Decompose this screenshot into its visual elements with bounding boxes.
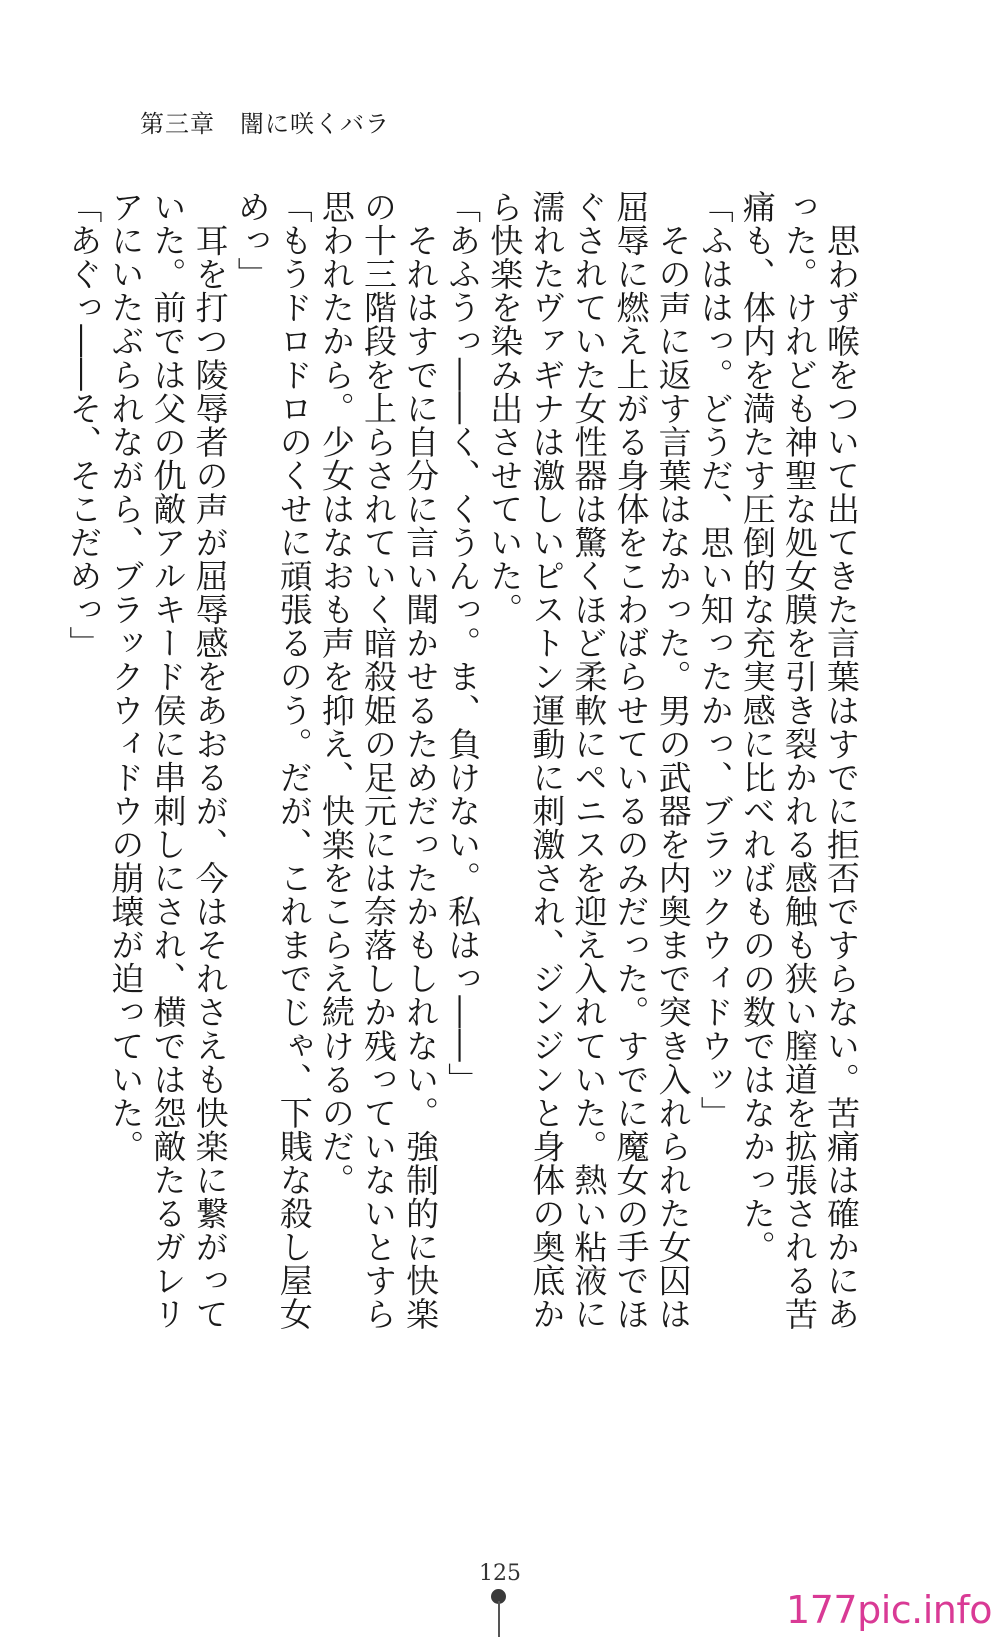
dialogue-line: 「あふうっ――く、くうんっ。ま、負けない。私はっ――」 xyxy=(443,190,483,1096)
paragraph: 思わず喉をついて出てきた言葉はすでに拒否ですらない。苦痛は確かにあった。けれども神聖な処女膜を引き裂かれる感触も狭い膣道を拡張される苦痛も、体内を満たす圧倒的な充実感に比べればものの数ではなかった。 xyxy=(737,190,861,1331)
dialogue-line: 「ふははっ。どうだ、思い知ったかっ、ブラックウィドウッ」 xyxy=(695,190,735,1130)
dialogue-line: 「あぐっ――そ、そこだめっ」 xyxy=(64,190,104,660)
paragraph: 耳を打つ陵辱者の声が屈辱感をあおるが、今はそれさえも快楽に繋がっていた。前では父の仇敵アルキード侯に串刺しにされ、横では怨敵たるガレリアにいたぶられながら、ブラックウィドウの崩壊が迫っていた。 xyxy=(106,190,230,1331)
page-number: 125 xyxy=(479,1561,521,1586)
page-marker-line xyxy=(498,1601,500,1637)
site-watermark: 177pic.info xyxy=(786,1588,992,1632)
paragraph: その声に返す言葉はなかった。男の武器を内奥まで突き入れられた女囚は屈辱に燃え上がる身体をこわばらせているのみだった。すでに魔女の手でほぐされていた女性器は驚くほど柔軟にペニスを迎え入れていた。熱い粘液に濡れたヴァギナは激しいピストン運動に刺激され、ジンジンと身体の奥底から快楽を染み出させていた。 xyxy=(485,190,693,1331)
running-header: 第三章 闇に咲くバラ xyxy=(140,110,390,138)
page-marker-icon xyxy=(498,1589,500,1637)
paragraph: それはすでに自分に言い聞かせるためだったかもしれない。強制的に快楽の十三階段を上らされていく暗殺姫の足元には奈落しか残っていないとすら思われたから。少女はなおも声を抑え、快楽をこらえ続けるのだ。 xyxy=(316,190,441,1331)
dialogue-line: 「もうドロドロのくせに頑張るのう。だが、これまでじゃ、下賎な殺し屋女めっ」 xyxy=(232,190,314,1331)
novel-body-text xyxy=(64,190,862,1360)
